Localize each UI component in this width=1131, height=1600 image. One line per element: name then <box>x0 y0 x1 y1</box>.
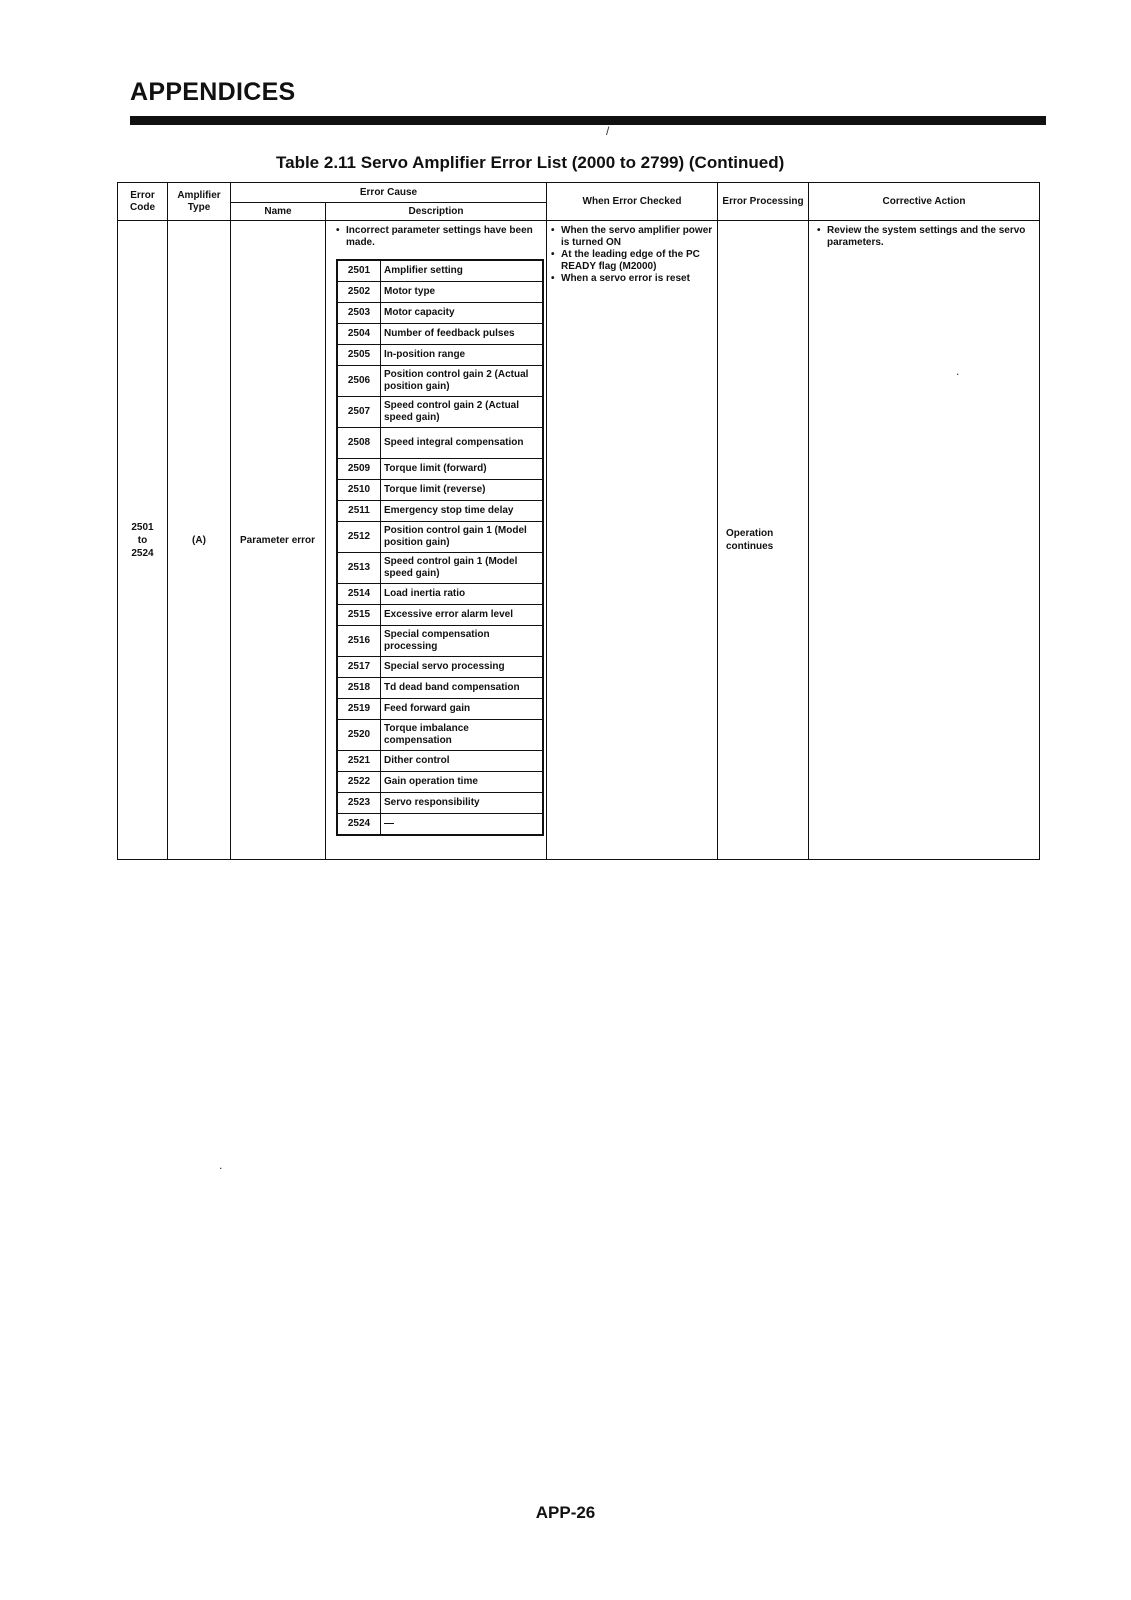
parameter-name: — <box>381 814 544 836</box>
parameter-code: 2507 <box>337 397 381 428</box>
parameter-name: Feed forward gain <box>381 699 544 720</box>
parameter-code: 2506 <box>337 366 381 397</box>
amplifier-type-cell: (A) <box>168 221 231 860</box>
when-checked-text: At the leading edge of the PC READY flag (M2000) <box>561 249 700 272</box>
parameter-name: Load inertia ratio <box>381 584 544 605</box>
error-code-cell <box>118 221 168 860</box>
parameter-code: 2504 <box>337 324 381 345</box>
parameter-code: 2519 <box>337 699 381 720</box>
parameter-name: Special compensation processing <box>381 626 544 657</box>
parameter-row <box>337 584 543 605</box>
parameter-code: 2508 <box>337 428 381 459</box>
parameter-row <box>337 501 543 522</box>
parameter-code: 2522 <box>337 772 381 793</box>
bullet-icon: • <box>551 249 555 260</box>
parameter-code: 2520 <box>337 720 381 751</box>
bullet-icon: • <box>817 225 821 236</box>
parameter-code: 2501 <box>337 260 381 282</box>
parameter-name: Gain operation time <box>381 772 544 793</box>
description-intro <box>336 225 536 249</box>
parameter-code: 2509 <box>337 459 381 480</box>
corrective-action-text: Review the system settings and the servo parameters. <box>827 225 1026 248</box>
parameter-row <box>337 657 543 678</box>
parameter-name: Position control gain 1 (Model position gain) <box>381 522 544 553</box>
parameter-row <box>337 260 543 282</box>
error-code-to-word: to <box>137 534 148 546</box>
parameter-code: 2512 <box>337 522 381 553</box>
col-header-description: Description <box>326 203 547 221</box>
parameter-name: Excessive error alarm level <box>381 605 544 626</box>
parameter-code: 2511 <box>337 501 381 522</box>
when-checked-cell <box>547 221 718 860</box>
list-item <box>551 249 713 273</box>
parameter-row <box>337 303 543 324</box>
parameter-row <box>337 626 543 657</box>
parameter-row <box>337 324 543 345</box>
processing-cell: Operation continues <box>718 221 809 860</box>
page-section-title: APPENDICES <box>130 78 296 106</box>
parameter-row <box>337 793 543 814</box>
col-header-error-code: Error Code <box>118 183 168 221</box>
parameter-code: 2514 <box>337 584 381 605</box>
when-checked-text: When a servo error is reset <box>561 273 690 284</box>
col-header-processing: Error Processing <box>718 183 809 221</box>
parameter-code: 2524 <box>337 814 381 836</box>
parameter-row <box>337 480 543 501</box>
parameter-name: Torque limit (reverse) <box>381 480 544 501</box>
parameter-row <box>337 678 543 699</box>
error-code-from: 2501 <box>131 521 154 533</box>
parameter-row <box>337 751 543 772</box>
bullet-icon: • <box>551 273 555 284</box>
parameter-row <box>337 772 543 793</box>
parameter-code: 2515 <box>337 605 381 626</box>
scan-mark: . <box>219 1158 223 1172</box>
page-number: APP-26 <box>535 1503 596 1522</box>
parameter-name: Motor capacity <box>381 303 544 324</box>
list-item <box>551 225 713 249</box>
parameter-name: In-position range <box>381 345 544 366</box>
parameter-row <box>337 345 543 366</box>
description-cell <box>326 221 547 860</box>
parameter-name: Speed control gain 2 (Actual speed gain) <box>381 397 544 428</box>
scan-mark: . <box>956 364 960 378</box>
parameter-name: Servo responsibility <box>381 793 544 814</box>
parameter-name: Position control gain 2 (Actual position gain) <box>381 366 544 397</box>
bullet-icon: • <box>551 225 555 236</box>
parameter-code: 2503 <box>337 303 381 324</box>
parameter-name: Number of feedback pulses <box>381 324 544 345</box>
parameter-row <box>337 814 543 836</box>
parameter-name: Dither control <box>381 751 544 772</box>
parameter-code: 2502 <box>337 282 381 303</box>
parameter-row <box>337 720 543 751</box>
parameter-code: 2518 <box>337 678 381 699</box>
parameter-row <box>337 366 543 397</box>
parameter-code: 2517 <box>337 657 381 678</box>
description-intro-text: Incorrect parameter settings have been made. <box>346 225 533 248</box>
parameter-name: Special servo processing <box>381 657 544 678</box>
parameter-name: Torque limit (forward) <box>381 459 544 480</box>
parameter-name: Speed integral compensation <box>381 428 544 459</box>
error-code-to: 2524 <box>131 547 154 559</box>
col-header-amplifier-type: Amplifier Type <box>168 183 231 221</box>
bullet-icon: • <box>336 225 340 236</box>
parameter-name: Speed control gain 1 (Model speed gain) <box>381 553 544 584</box>
parameter-code: 2505 <box>337 345 381 366</box>
parameter-name: Amplifier setting <box>381 260 544 282</box>
parameter-name: Motor type <box>381 282 544 303</box>
parameter-row <box>337 282 543 303</box>
header-rule <box>130 116 1046 125</box>
parameter-row <box>337 699 543 720</box>
col-header-when-checked: When Error Checked <box>547 183 718 221</box>
parameter-code: 2523 <box>337 793 381 814</box>
scan-mark: / <box>606 124 610 138</box>
error-name-cell: Parameter error <box>231 221 326 860</box>
parameter-row <box>337 553 543 584</box>
table-caption: Table 2.11 Servo Amplifier Error List (2000 to 2799) (Continued) <box>276 153 785 172</box>
when-checked-text: When the servo amplifier power is turned ON <box>561 225 713 248</box>
col-header-corrective-action: Corrective Action <box>809 183 1040 221</box>
parameter-table <box>336 259 544 836</box>
parameter-name: Torque imbalance compensation <box>381 720 544 751</box>
error-list-table <box>117 182 1040 860</box>
list-item <box>817 225 1035 249</box>
col-header-name: Name <box>231 203 326 221</box>
parameter-row <box>337 428 543 459</box>
parameter-row <box>337 522 543 553</box>
parameter-code: 2513 <box>337 553 381 584</box>
parameter-name: Td dead band compensation <box>381 678 544 699</box>
parameter-row <box>337 397 543 428</box>
parameter-code: 2521 <box>337 751 381 772</box>
list-item <box>551 273 713 285</box>
corrective-action-cell <box>809 221 1040 860</box>
col-header-error-cause: Error Cause <box>231 183 547 203</box>
table-row <box>118 221 1040 860</box>
parameter-row <box>337 605 543 626</box>
parameter-code: 2516 <box>337 626 381 657</box>
parameter-code: 2510 <box>337 480 381 501</box>
parameter-name: Emergency stop time delay <box>381 501 544 522</box>
parameter-row <box>337 459 543 480</box>
